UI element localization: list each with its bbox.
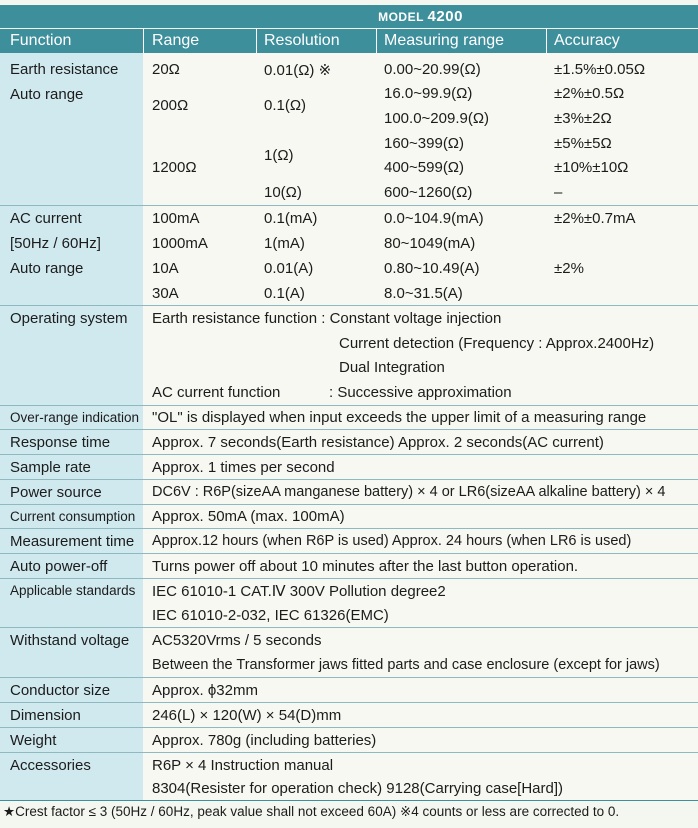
ac-measuring-1: 0.0~104.9(mA) [384,210,484,227]
model-prefix: MODEL [378,10,424,24]
operating-line-3: Dual Integration [339,359,445,376]
earth-resolution-1200b: 10(Ω) [264,184,302,201]
earth-measuring-3: 100.0~209.9(Ω) [384,110,490,127]
earth-accuracy-6: – [554,184,563,201]
conductor-value: Approx. ϕ32mm [152,682,258,699]
spec-value-overrange: "OL" is displayed when input exceeds the upper limit of a measuring range [152,409,647,426]
spec-value-poweroff: Turns power off about 10 minutes after the last button operation. [152,558,579,575]
standards-label: Applicable standards [10,583,136,598]
header-blank [0,5,143,28]
ac-resolution-2: 1(mA) [264,235,305,252]
operating-label: Operating system [10,310,128,327]
row-separator [0,578,698,579]
ac-resolution-3: 0.01(A) [264,260,314,277]
ac-range-1: 100mA [152,210,200,227]
earth-accuracy-4: ±5%±5Ω [554,135,612,152]
ac-auto-label: Auto range [10,260,84,277]
weight-value: Approx. 780g (including batteries) [152,732,377,749]
spec-value-measurement: Approx.12 hours (when R6P is used) Approx. 24 hours (when LR6 is used) [152,533,632,549]
earth-measuring-4: 160~399(Ω) [384,135,465,152]
earth-resolution-20: 0.01(Ω) ※ [264,62,332,79]
row-separator [0,627,698,628]
ac-measuring-3: 0.80~10.49(A) [384,260,480,277]
header-measuring-range: Measuring range [384,32,505,49]
model-title [143,5,698,28]
header-divider [256,29,257,53]
accessories-label: Accessories [10,757,91,774]
standards-line-1: IEC 61010-1 CAT.Ⅳ 300V Pollution degree2 [152,583,446,600]
ac-resolution-4: 0.1(A) [264,285,305,302]
earth-accuracy-5: ±10%±10Ω [554,159,629,176]
spec-value-response: Approx. 7 seconds(Earth resistance) Approx. 2 seconds(AC current) [152,434,604,451]
row-separator [0,677,698,678]
earth-label: Earth resistance [10,61,119,78]
ac-measuring-2: 80~1049(mA) [384,235,476,252]
operating-line-4b: : Successive approximation [329,384,512,401]
row-separator [0,305,698,306]
accessories-line-2: 8304(Resister for operation check) 9128(Carrying case[Hard]) [152,780,564,797]
dimension-value: 246(L) × 120(W) × 54(D)mm [152,707,342,724]
dimension-label: Dimension [10,707,81,724]
row-separator [0,479,698,480]
row-separator [0,702,698,703]
header-divider [143,29,144,53]
operating-line-1: Earth resistance function : Constant voltage injection [152,310,502,327]
header-divider [546,29,547,53]
ac-accuracy-3: ±2% [554,260,584,277]
earth-resolution-1200: 1(Ω) [264,147,294,164]
earth-measuring-6: 600~1260(Ω) [384,184,473,201]
row-separator [0,405,698,406]
earth-range-200: 200Ω [152,97,189,114]
spec-value-consumption: Approx. 50mA (max. 100mA) [152,508,345,525]
standards-line-2: IEC 61010-2-032, IEC 61326(EMC) [152,607,389,624]
header-divider [376,29,377,53]
row-separator [0,504,698,505]
table-bottom-border [0,800,698,801]
ac-range-4: 30A [152,285,179,302]
ac-accuracy-1: ±2%±0.7mA [554,210,636,227]
spec-label-response: Response time [10,434,111,451]
spec-value-power: DC6V : R6P(sizeAA manganese battery) × 4 or LR6(sizeAA alkaline battery) × 4 [152,484,666,500]
header-accuracy: Accuracy [554,32,620,49]
earth-range-1200: 1200Ω [152,159,197,176]
spec-label-power: Power source [10,484,102,501]
row-separator [0,429,698,430]
model-number: 4200 [427,8,463,25]
weight-label: Weight [10,732,57,749]
earth-measuring-2: 16.0~99.9(Ω) [384,85,473,102]
ac-measuring-4: 8.0~31.5(A) [384,285,463,302]
row-separator [0,205,698,206]
ac-freq-label: [50Hz / 60Hz] [10,235,101,252]
ac-range-2: 1000mA [152,235,208,252]
ac-label: AC current [10,210,82,227]
spec-label-overrange: Over-range indication [10,410,140,425]
ac-range-3: 10A [152,260,179,277]
ac-resolution-1: 0.1(mA) [264,210,318,227]
conductor-label: Conductor size [10,682,111,699]
header-resolution: Resolution [264,32,340,49]
earth-resolution-200: 0.1(Ω) [264,97,307,114]
earth-auto-label: Auto range [10,86,84,103]
spec-label-poweroff: Auto power-off [10,558,108,575]
spec-value-sample: Approx. 1 times per second [152,459,335,476]
earth-accuracy-3: ±3%±2Ω [554,110,612,127]
withstand-label: Withstand voltage [10,632,130,649]
spec-label-measurement: Measurement time [10,533,135,550]
row-separator [0,727,698,728]
operating-line-2: Current detection (Frequency : Approx.2400Hz) [339,335,655,352]
spec-label-sample: Sample rate [10,459,91,476]
earth-accuracy-1: ±1.5%±0.05Ω [554,61,646,78]
row-separator [0,553,698,554]
header-function: Function [10,32,72,49]
earth-measuring-1: 0.00~20.99(Ω) [384,61,481,78]
operating-line-4a: AC current function [152,384,281,401]
row-separator [0,454,698,455]
footnote: ★Crest factor ≤ 3 (50Hz / 60Hz, peak value shall not exceed 60A) ※4 counts or less are corrected to 0. [3,804,620,819]
earth-accuracy-2: ±2%±0.5Ω [554,85,625,102]
row-separator [0,752,698,753]
earth-range-20: 20Ω [152,61,180,78]
accessories-line-1: R6P × 4 Instruction manual [152,757,334,774]
withstand-line-2: Between the Transformer jaws fitted parts and case enclosure (except for jaws) [152,657,660,673]
withstand-line-1: AC5320Vrms / 5 seconds [152,632,322,649]
header-range: Range [152,32,200,49]
spec-label-consumption: Current consumption [10,509,136,524]
earth-measuring-5: 400~599(Ω) [384,159,465,176]
row-separator [0,528,698,529]
